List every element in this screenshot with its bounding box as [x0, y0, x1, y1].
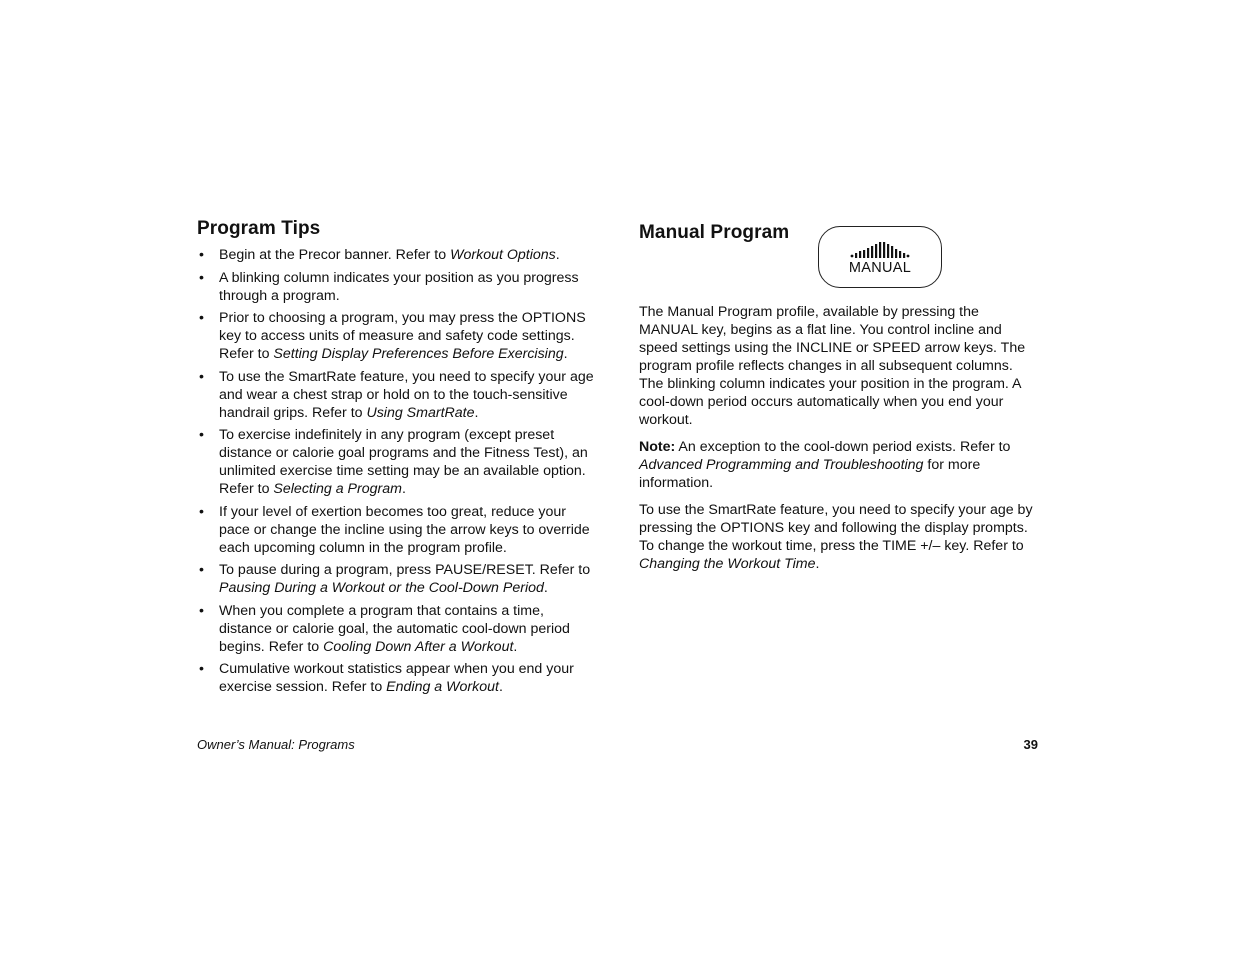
manual-program-paragraph: The Manual Program profile, available by pressing the MANUAL key, begins as a flat line. You control incline and speed settings using the INCLINE or SPEED arrow keys. The program profile reflects changes in all subsequent columns. The blinking column indicates your position in the program. A cool-down period occurs automatically when you end your workout.	[639, 304, 1026, 428]
cross-reference: Pausing During a Workout or the Cool-Down Period	[219, 580, 544, 596]
cross-reference: Changing the Workout Time	[639, 556, 816, 572]
list-item: • If your level of exertion becomes too great, reduce your pace or change the incline using the arrow keys to override each upcoming column in the program profile.	[197, 503, 597, 557]
manual-program-heading: Manual Program	[639, 222, 790, 243]
program-tips-section	[197, 218, 597, 701]
cross-reference: Cooling Down After a Workout	[323, 638, 514, 655]
note-label: Note:	[639, 439, 676, 455]
manual-key-label: MANUAL	[848, 260, 912, 276]
manual-key-illustration	[818, 226, 942, 288]
cross-reference: Setting Display Preferences Before Exercising	[273, 346, 564, 362]
cross-reference: Advanced Programming and Troubleshooting	[639, 457, 924, 473]
cross-reference: Workout Options	[450, 247, 556, 263]
cross-reference: Selecting a Program	[273, 481, 402, 497]
page-number: 39	[1023, 737, 1038, 752]
list-item: • Begin at the Precor banner. Refer to Workout Options.	[197, 246, 597, 264]
smartrate-paragraph: To use the SmartRate feature, you need to specify your age by pressing the OPTIONS key and following the display prompts. To change the workout time, press the TIME +/– key. Refer to Changing the Workout Time.	[639, 502, 1033, 572]
cross-reference: Using SmartRate	[366, 404, 475, 421]
manual-program-section	[639, 218, 1039, 582]
manual-program-header	[639, 218, 1039, 288]
program-tips-heading: Program Tips	[197, 218, 321, 239]
list-item: • Cumulative workout statistics appear when you end your exercise session. Refer to Ending a Workout.	[197, 660, 597, 696]
cross-reference: Ending a Workout	[386, 679, 499, 695]
list-item: • Prior to choosing a program, you may press the OPTIONS key to access units of measure and safety code settings. Refer to Setting Display Preferences Before Exercising.	[197, 309, 597, 363]
bar-profile-icon	[850, 241, 914, 259]
list-item: • To use the SmartRate feature, you need to specify your age and wear a chest strap or hold on to the touch-sensitive handrail grips. Refer to Using SmartRate.	[197, 368, 597, 422]
note-paragraph: Note: An exception to the cool-down period exists. Refer to Advanced Programming and Troubleshooting for more information.	[639, 439, 1011, 491]
list-item: • To exercise indefinitely in any program (except preset distance or calorie goal programs and the Fitness Test), an unlimited exercise time setting may be an available option. Refer to Selecting a Program.	[197, 426, 597, 498]
footer-title: Owner’s Manual: Programs	[197, 737, 355, 752]
list-item: • When you complete a program that contains a time, distance or calorie goal, the automatic cool-down period begins. Refer to Cooling Down After a Workout.	[197, 602, 597, 656]
list-item: • A blinking column indicates your position as you progress through a program.	[197, 269, 597, 305]
program-tips-list	[197, 246, 597, 696]
list-item: • To pause during a program, press PAUSE/RESET. Refer to Pausing During a Workout or the Cool-Down Period.	[197, 561, 597, 597]
